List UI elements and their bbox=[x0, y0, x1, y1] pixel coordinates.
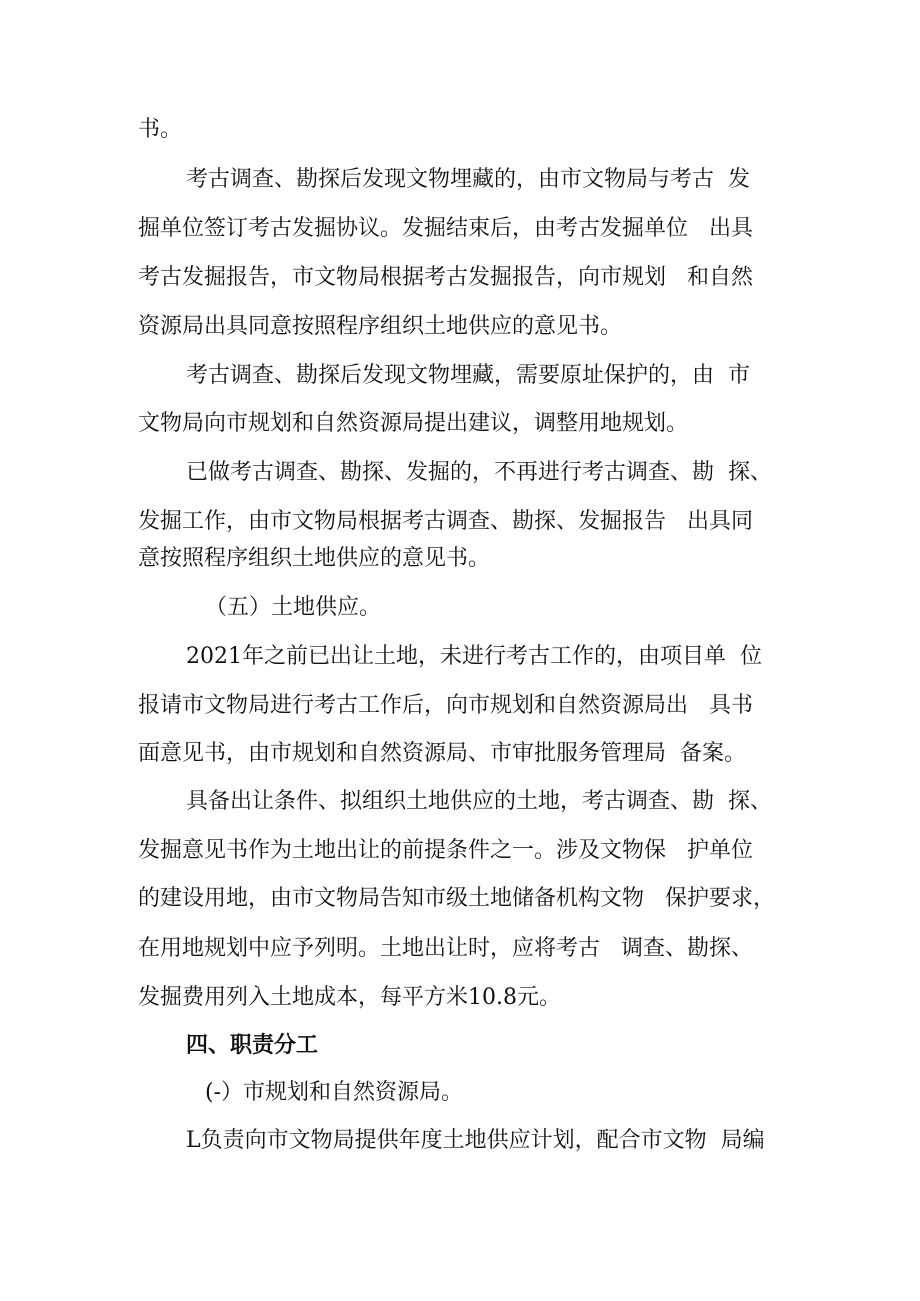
text-line-8: 已做考古调查、勘探、发掘的，不再进行考古调查、勘 探、 bbox=[186, 460, 772, 485]
text-line-16: 发掘意见书作为土地出让的前提条件之一。涉及文物保 护单位 bbox=[138, 838, 753, 863]
text-line-15: 具备出让条件、拟组织土地供应的土地，考古调查、勘 探、 bbox=[186, 789, 772, 814]
text-line-22: L负责向市文物局提供年度土地供应计划，配合市文物 局编 bbox=[186, 1128, 765, 1153]
text-line-2: 考古调查、勘探后发现文物埋藏的，由市文物局与考古 发 bbox=[186, 167, 750, 192]
text-line-19: 发掘费用列入土地成本，每平方米10.8元。 bbox=[138, 985, 561, 1010]
text-line-5: 资源局出具同意按照程序组织土地供应的意见书。 bbox=[138, 314, 623, 339]
text-line-10: 意按照程序组织土地供应的意见书。 bbox=[138, 546, 491, 571]
text-line-3: 掘单位签订考古发掘协议。发掘结束后，由考古发掘单位 出具 bbox=[138, 216, 753, 241]
text-line-4: 考古发掘报告，市文物局根据考古发掘报告，向市规划 和自然 bbox=[138, 265, 753, 290]
text-line-9: 发掘工作，由市文物局根据考古调查、勘探、发掘报告 出具同 bbox=[138, 509, 753, 534]
text-line-14: 面意见书，由市规划和自然资源局、市审批服务管理局 备案。 bbox=[138, 741, 746, 766]
text-line-1: 书。 bbox=[138, 117, 183, 142]
text-line-17: 的建设用地，由市文物局告知市级土地储备机构文物 保护要求， bbox=[138, 886, 775, 911]
text-line-18: 在用地规划中应予列明。土地出让时，应将考古 调查、勘探、 bbox=[138, 936, 753, 961]
text-line-7: 文物局向市规划和自然资源局提出建议，调整用地规划。 bbox=[138, 411, 689, 436]
text-line-6: 考古调查、勘探后发现文物埋藏，需要原址保护的，由 市 bbox=[186, 363, 750, 388]
subsection-heading-one: (-）市规划和自然资源局。 bbox=[205, 1080, 464, 1105]
section-heading-four: 四、职责分工 bbox=[186, 1032, 319, 1058]
text-line-12: 2021年之前已出让土地，未进行考古工作的，由项目单 位 bbox=[186, 644, 762, 669]
text-line-13: 报请市文物局进行考古工作后，向市规划和自然资源局出 具书 bbox=[138, 693, 753, 718]
section-heading-five: （五）土地供应。 bbox=[205, 595, 382, 620]
